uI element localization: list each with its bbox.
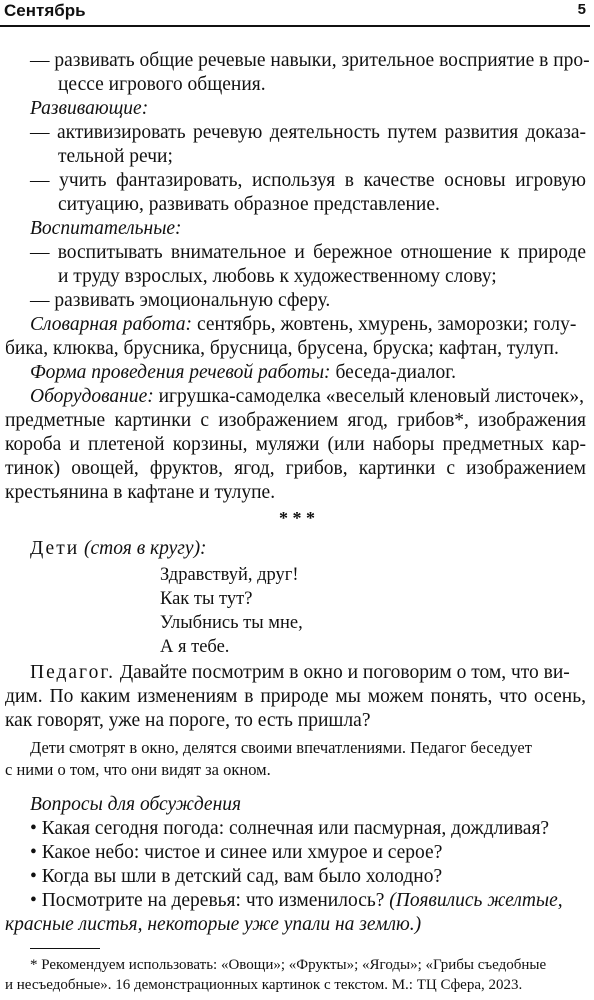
section-heading-educational: Воспитательные: — [30, 218, 182, 239]
text-line: дим. По каким изменениям в природе мы можем понять, что осень, — [5, 686, 586, 707]
text-line: бика, клюква, брусника, брусница, брусена, бруска; кафтан, тулуп. — [5, 338, 559, 359]
question-text: • Посмотрите на деревья: что изменилось? — [30, 890, 385, 911]
text-line: — развивать эмоциональную сферу. — [30, 290, 331, 311]
footnote-rule — [30, 948, 100, 949]
section-heading-developing: Развивающие: — [30, 98, 149, 119]
text-line: — учить фантазировать, используя в качестве основы игровую — [30, 170, 586, 191]
text-line: тельной речи; — [58, 146, 173, 167]
text-line: предметные картинки с изображением ягод, грибов*, изображения — [5, 410, 586, 431]
question-item: • Когда вы шли в детский сад, вам было холодно? — [30, 866, 443, 887]
text-line: цессе игрового общения. — [58, 74, 266, 95]
text-line: как говорят, уже на пороге, то есть пришла? — [5, 710, 371, 731]
footnote-line: * Рекомендуем использовать: «Овощи»; «Фрукты»; «Ягоды»; «Грибы съедобные — [30, 957, 547, 973]
vocabulary-label: Словарная работа: — [30, 314, 193, 335]
remark-line: с ними о том, что они видят за окном. — [5, 760, 271, 779]
text-line: ситуацию, развивать образное представление. — [58, 194, 440, 215]
form-label: Форма проведения речевой работы: — [30, 362, 331, 383]
speaker-children: Дети — [30, 538, 80, 559]
vocabulary-text: сентябрь, жовтень, хмурень, заморозки; голу- — [192, 314, 577, 335]
page-header — [0, 0, 594, 26]
text-line: и труду взрослых, любовь к художественному слову; — [58, 266, 497, 287]
remark-line: Дети смотрят в окно, делятся своими впечатлениями. Педагог беседует — [30, 738, 532, 757]
text-line: короба и плетеной корзины, муляжи (или наборы предметных кар- — [5, 434, 586, 455]
expected-answer: (Появились желтые, — [384, 890, 563, 911]
questions-title: Вопросы для обсуждения — [30, 794, 242, 815]
chapter-title: Сентябрь — [4, 1, 86, 20]
poem-line: Здравствуй, друг! — [160, 565, 299, 585]
expected-answer-continued: красные листья, некоторые уже упали на землю.) — [5, 914, 422, 935]
header-rule — [0, 25, 590, 27]
footnote-line: и несъедобные». 16 демонстрационных картинок с текстом. М.: ТЦ Сфера, 2023. — [5, 977, 523, 993]
question-item: • Какое небо: чистое и синее или хмурое и серое? — [30, 842, 443, 863]
poem-line: Как ты тут? — [160, 589, 253, 609]
form-text: беседа-диалог. — [330, 362, 456, 383]
poem-line: А я тебе. — [160, 637, 230, 657]
question-item-last — [30, 889, 586, 913]
speaker-line-teacher — [30, 661, 586, 685]
vocabulary-line — [30, 313, 586, 337]
form-line — [30, 361, 586, 385]
question-item: • Какая сегодня погода: солнечная или пасмурная, дождливая? — [30, 818, 550, 839]
speaker-line-children — [30, 537, 586, 561]
section-separator: * * * — [279, 508, 315, 528]
speaker-teacher: Педагог. — [30, 662, 115, 683]
text-line: — воспитывать внимательное и бережное отношение к природе — [30, 242, 586, 263]
text-line: — активизировать речевую деятельность путем развития доказа- — [30, 122, 586, 143]
text-line: крестьянина в кафтане и тулупе. — [5, 482, 276, 503]
equipment-text: игрушка-самоделка «веселый кленовый листочек», — [153, 386, 584, 407]
equipment-line — [30, 385, 586, 409]
poem-line: Улыбнись ты мне, — [160, 613, 303, 633]
page-number: 5 — [577, 1, 586, 18]
text-line: тинок) овощей, фруктов, ягод, грибов, картинки с изображением — [5, 458, 586, 479]
teacher-text: Давайте посмотрим в окно и поговорим о том, что ви- — [115, 662, 570, 683]
text-line: — развивать общие речевые навыки, зрительное восприятие в про- — [30, 50, 590, 71]
stage-direction: (стоя в кругу): — [84, 538, 207, 559]
equipment-label: Оборудование: — [30, 386, 154, 407]
